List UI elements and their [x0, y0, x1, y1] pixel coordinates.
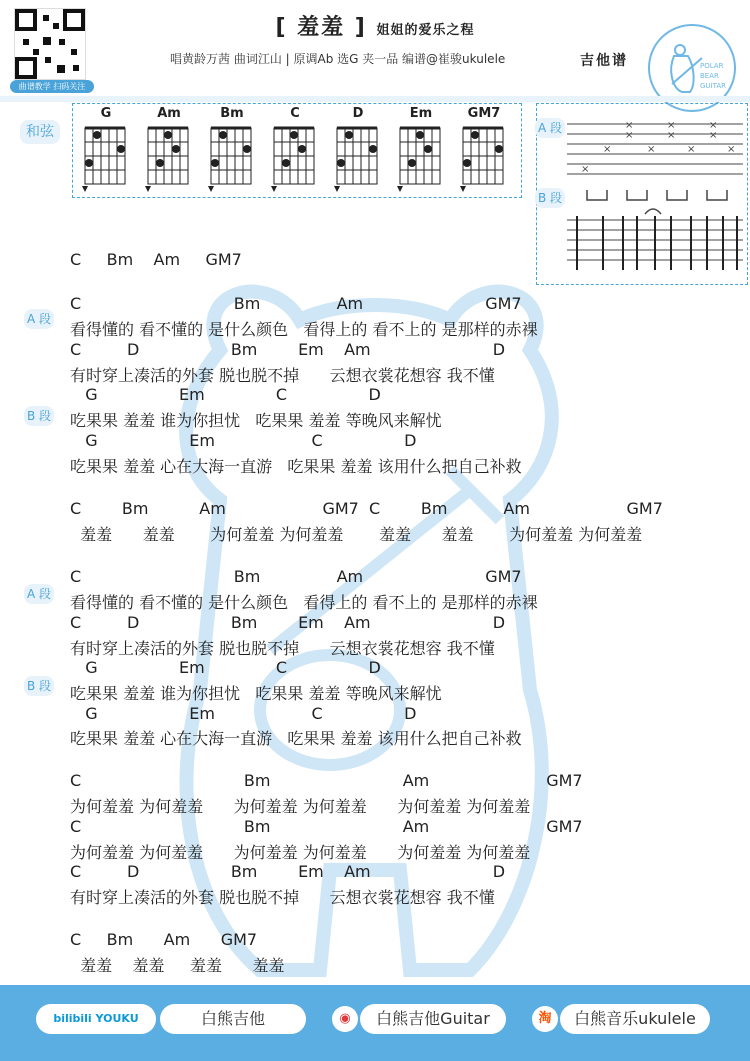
lyric-line: 看得懂的 看不懂的 是什么颜色 看得上的 看不上的 是那样的赤裸 — [70, 593, 538, 612]
section-tag-a1: A 段 — [24, 309, 54, 329]
intro-chords: C Bm Am GM7 — [70, 250, 242, 269]
chord-fretboard-icon — [205, 122, 259, 194]
qr-caption: 曲谱教学 扫码关注 — [10, 80, 94, 93]
chord-line: C Bm Am GM7 — [70, 771, 583, 790]
chord-diagram-name: D — [352, 106, 364, 121]
strum-tab-icon — [567, 110, 743, 280]
chord-line: C Bm Am GM7 — [70, 567, 522, 586]
channel-pill-taobao[interactable]: 白熊音乐ukulele — [560, 1004, 710, 1034]
lyric-line: 吃果果 羞羞 谁为你担忧 吃果果 羞羞 等晚风来解忧 — [70, 684, 442, 703]
svg-text:GUITAR: GUITAR — [700, 82, 726, 90]
video-platforms[interactable] — [36, 1004, 156, 1034]
chord-diagram-name: GM7 — [467, 106, 501, 121]
lyric-line: 吃果果 羞羞 谁为你担忧 吃果果 羞羞 等晚风来解忧 — [70, 411, 442, 430]
strum-b-tag: B 段 — [535, 188, 565, 208]
chord-diagram-name: C — [290, 106, 300, 121]
section-tag-b2: B 段 — [24, 676, 54, 696]
logo-text: POLAR — [700, 62, 724, 70]
lyric-line: 吃果果 羞羞 心在大海一直游 吃果果 羞羞 该用什么把自己补救 — [70, 729, 522, 748]
chord-line: C Bm Am GM7 — [70, 930, 258, 949]
taobao-icon: 淘 — [532, 1006, 558, 1032]
lyric-line: 吃果果 羞羞 心在大海一直游 吃果果 羞羞 该用什么把自己补救 — [70, 457, 522, 476]
svg-text:×: × — [625, 120, 634, 131]
title-text: [ 羞羞 ] — [275, 15, 367, 40]
title-subtitle: 姐姐的爱乐之程 — [376, 23, 475, 38]
chord-fretboard-icon — [142, 122, 196, 194]
lyric-line: 有时穿上凑活的外套 脱也脱不掉 云想衣裳花想容 我不懂 — [70, 888, 495, 907]
chord-line: G Em C D — [70, 431, 417, 450]
chord-line: G Em C D — [70, 658, 381, 677]
chord-fretboard-icon — [394, 122, 448, 194]
lyric-line: 羞羞 羞羞 羞羞 羞羞 — [70, 956, 285, 975]
song-title — [0, 10, 750, 41]
chord-line: C D Bm Em Am D — [70, 340, 506, 359]
svg-text:×: × — [647, 144, 656, 155]
chord-line: G Em C D — [70, 385, 381, 404]
chord-fretboard-icon — [79, 122, 133, 194]
chord-line: G Em C D — [70, 704, 417, 723]
strum-a-tag: A 段 — [535, 118, 565, 138]
platforms-text: bilibili YOUKU — [53, 1012, 139, 1025]
credits: 唱黄龄万茜 曲词江山 | 原调Ab 选G 夹一品 编谱@崔骏ukulele — [170, 52, 506, 66]
lyric-line: 为何羞羞 为何羞羞 为何羞羞 为何羞羞 为何羞羞 为何羞羞 — [70, 797, 531, 816]
svg-text:×: × — [709, 120, 718, 131]
lyric-line: 有时穿上凑活的外套 脱也脱不掉 云想衣裳花想容 我不懂 — [70, 639, 495, 658]
lyric-line: 有时穿上凑活的外套 脱也脱不掉 云想衣裳花想容 我不懂 — [70, 366, 495, 385]
lyric-line: 看得懂的 看不懂的 是什么颜色 看得上的 看不上的 是那样的赤裸 — [70, 320, 538, 339]
chord-fretboard-icon — [457, 122, 511, 194]
chord-diagram-name: Am — [157, 106, 181, 121]
chord-line: C D Bm Em Am D — [70, 862, 506, 881]
sheet-type: 吉他谱 — [580, 53, 628, 69]
svg-text:×: × — [667, 130, 676, 141]
svg-text:×: × — [667, 120, 676, 131]
svg-text:×: × — [581, 164, 590, 175]
chord-fretboard-icon — [331, 122, 385, 194]
svg-text:×: × — [709, 130, 718, 141]
strumming-pattern — [536, 103, 748, 285]
channel-pill-weibo[interactable]: 白熊吉他Guitar — [360, 1004, 506, 1034]
section-tag-b1: B 段 — [24, 406, 54, 426]
lyric-line: 羞羞 羞羞 为何羞羞 为何羞羞 羞羞 羞羞 为何羞羞 为何羞羞 — [70, 525, 643, 544]
chord-line: C D Bm Em Am D — [70, 613, 506, 632]
header-divider — [0, 96, 750, 102]
chord-line: C Bm Am GM7 C Bm Am GM7 — [70, 499, 663, 518]
chord-diagram-name: Em — [409, 106, 433, 121]
footer-bar — [0, 985, 750, 1061]
chord-diagram-name: G — [100, 106, 112, 121]
weibo-icon: ◉ — [332, 1006, 358, 1032]
svg-text:×: × — [625, 130, 634, 141]
chord-line: C Bm Am GM7 — [70, 817, 583, 836]
svg-text:BEAR: BEAR — [700, 72, 719, 80]
chord-line: C Bm Am GM7 — [70, 294, 522, 313]
chord-diagrams — [72, 103, 522, 198]
chord-fretboard-icon — [268, 122, 322, 194]
lyric-line: 为何羞羞 为何羞羞 为何羞羞 为何羞羞 为何羞羞 为何羞羞 — [70, 843, 531, 862]
chord-section-tag: 和弦 — [20, 120, 60, 144]
channel-pill-video[interactable]: 白熊吉他 — [160, 1004, 306, 1034]
section-tag-a2: A 段 — [24, 584, 54, 604]
svg-text:×: × — [727, 144, 736, 155]
svg-text:×: × — [687, 144, 696, 155]
chord-diagram-name: Bm — [220, 106, 244, 121]
svg-text:×: × — [603, 144, 612, 155]
